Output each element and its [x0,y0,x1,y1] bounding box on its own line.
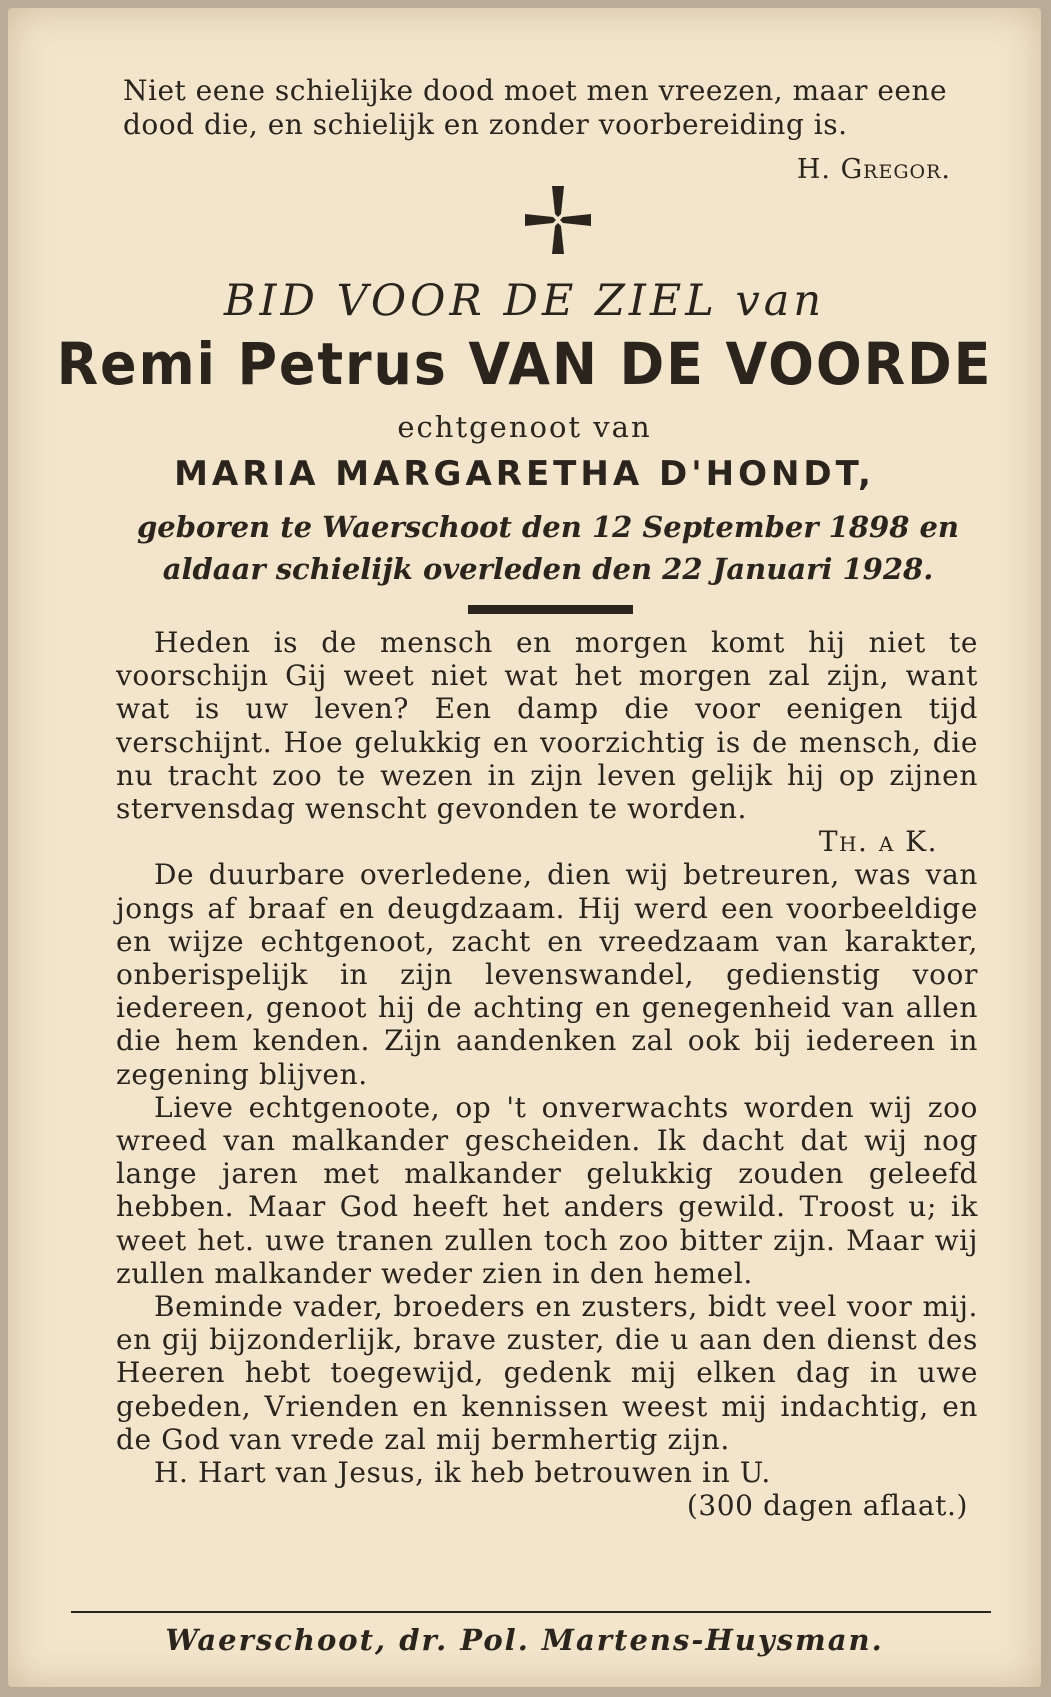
scripture-quote: Heden is de mensch en morgen komt hij niet te voorschijn Gij weet niet wat het morgen zal zijn, want wat is uw leven? Een damp die voor eenigen tijd verschijnt. Hoe gelukkig en voorzichtig is de mensch, die nu tracht zoo te wezen in zijn leven gelijk hij op zijnen stervensdag wenscht gevonden te worden. [116,626,978,826]
indulgence-note: (300 dagen aflaat.) [686,1489,968,1523]
paragraph-virtues: De duurbare overledene, dien wij betreuren, was van jongs af braaf en deugdzaam. Hij werd een voorbeeldige en wijze echtgenoot, zacht en vreedzaam van karakter, onberispelijk in zijn levenswandel, gedienstig voor iedereen, genoot hij de achting en genegenheid van allen die hem kenden. Zijn aandenken zal ook bij iedereen in zegening blijven. [116,858,978,1091]
deceased-name: Remi Petrus VAN DE VOORDE [56,330,993,398]
spouse-label: echtgenoot van [397,410,652,444]
memorial-card [8,8,1041,1687]
footer-divider [71,1611,991,1613]
dates-line-2: aldaar schielijk overleden den 22 Januari 1928. [162,552,934,586]
paragraph-spouse: Lieve echtgenoote, op 't onverwachts worden wij zoo wreed van malkander gescheiden. Ik dacht dat wij nog lange jaren met malkander gelukkig zouden geleefd hebben. Maar God heeft het anders gewild. Troost u; ik weet het. uwe tranen zullen toch zoo bitter zijn. Maar wij zullen malkander weder zien in den hemel. [116,1090,978,1290]
cross-pattee-icon [523,184,593,256]
memorial-text [116,626,978,1522]
paragraph-family: Beminde vader, broeders en zusters, bidt veel voor mij. en gij bijzonderlijk, brave zuster, die u aan den dienst des Heeren hebt toegewijd, gedenk mij elken dag in uwe gebeden, Vrienden en kennissen weest mij indachtig, en de God van vrede zal mij bermhertig zijn. [116,1290,978,1456]
birth-death-dates [108,506,988,590]
printer-imprint: Waerschoot, dr. Pol. Martens-Huysman. [165,1623,884,1657]
scripture-author: Th. a K. [818,825,938,859]
sacred-heart-prayer: H. Hart van Jesus, ik heb betrouwen in U. [154,1456,771,1490]
divider [468,605,633,614]
dates-line-1: geboren te Waerschoot den 12 September 1898 en [136,510,960,544]
epigraph-author: H. Gregor. [796,154,951,185]
prayer-heading: BID VOOR DE ZIEL van [223,276,826,326]
spouse-name: MARIA MARGARETHA D'HONDT, [174,454,875,494]
epigraph-text: Niet eene schielijke dood moet men vreezen, maar eene dood die, en schielijk en zonder voorbereiding is. [123,74,948,141]
